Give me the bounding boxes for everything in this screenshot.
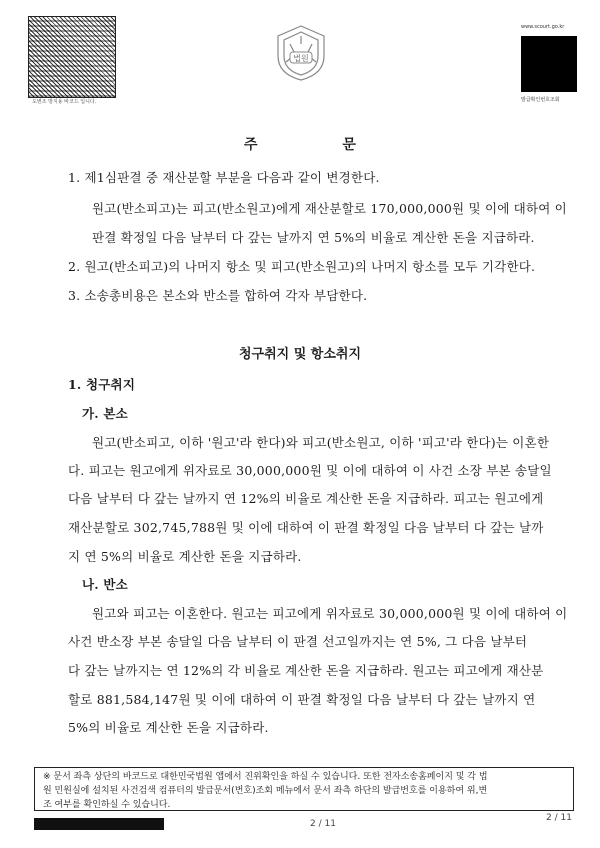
issue-number-barcode <box>521 36 577 92</box>
qr-right-caption: 발급확인번호조회 <box>521 97 560 103</box>
order-line: 2. 원고(반소피고)의 나머지 항소 및 피고(반소원고)의 나머지 항소를 모두 기각한다. <box>68 259 536 274</box>
counter-claim-line: 할로 881,584,147원 및 이에 대하여 이 판결 확정일 다음 날부터 다 갚는 날까지 연 <box>68 692 536 707</box>
notice-line: 원 민원실에 설치된 사건검색 컴퓨터의 발급문서(번호)조회 메뉴에서 문서 좌측 하단의 발급번호를 이용하여 위,변 <box>43 786 488 796</box>
order-line: 3. 소송총비용은 본소와 반소를 합하여 각자 부담한다. <box>68 288 368 303</box>
claim-line: 지 연 5%의 비율로 계산한 돈을 지급하라. <box>68 549 302 564</box>
notice-line: ※ 문서 좌측 상단의 바코드로 대한민국법원 앱에서 진위확인을 하실 수 있습니다. 또한 전자소송홈페이지 및 각 법 <box>43 772 488 782</box>
verification-barcode <box>28 16 116 98</box>
section-heading: 청구취지 및 항소취지 <box>238 347 362 362</box>
subheading: 나. 반소 <box>82 577 128 592</box>
order-line: 원고(반소피고)는 피고(반소원고)에게 재산분할로 170,000,000원 및 이에 대하여 이 <box>92 201 567 216</box>
claim-line: 다음 날부터 다 갚는 날까지 연 12%의 비율로 계산한 돈을 지급하라. 피고는 원고에게 <box>68 491 544 506</box>
subheading: 가. 본소 <box>82 406 128 421</box>
order-line: 판결 확정일 다음 날부터 다 갚는 날까지 연 5%의 비율로 계산한 돈을 지급하라. <box>92 230 535 245</box>
notice-line: 조 여부를 확인하실 수 있습니다. <box>43 800 171 810</box>
counter-claim-line: 5%의 비율로 계산한 돈을 지급하라. <box>68 720 269 735</box>
barcode-caption: 도변조 방지용 바코드 입니다. <box>32 99 97 105</box>
counter-claim-line: 원고와 피고는 이혼한다. 원고는 피고에게 위자료로 30,000,000원 및 이에 대하여 이 <box>92 606 568 621</box>
court-seal-icon <box>272 22 330 84</box>
page-number-right: 2 / 11 <box>546 813 572 823</box>
page-title: 주 문 <box>244 137 396 153</box>
seal-label: 법원 <box>293 54 309 63</box>
counter-claim-line: 사건 반소장 부본 송달일 다음 날부터 이 판결 선고일까지는 연 5%, 그 다음 날부터 <box>68 634 528 649</box>
claim-line: 원고(반소피고, 이하 '원고'라 한다)와 피고(반소원고, 이하 '피고'라 한다)는 이혼한 <box>92 435 550 450</box>
subheading: 1. 청구취지 <box>68 377 136 392</box>
redacted-issue-number <box>34 818 164 830</box>
counter-claim-line: 다 갚는 날까지는 연 12%의 각 비율로 계산한 돈을 지급하라. 원고는 피고에게 재산분 <box>68 663 544 678</box>
claim-line: 다. 피고는 원고에게 위자료로 30,000,000원 및 이에 대하여 이 사건 소장 부본 송달일 <box>68 463 552 478</box>
claim-line: 재산분할로 302,745,788원 및 이에 대하여 이 판결 확정일 다음 날부터 다 갚는 날까 <box>68 520 544 535</box>
order-line: 1. 제1심판결 중 재산분할 부분을 다음과 같이 변경한다. <box>68 170 380 185</box>
page-number: 2 / 11 <box>310 819 336 829</box>
qr-url: www.scourt.go.kr <box>521 24 565 30</box>
verification-notice <box>34 767 574 811</box>
